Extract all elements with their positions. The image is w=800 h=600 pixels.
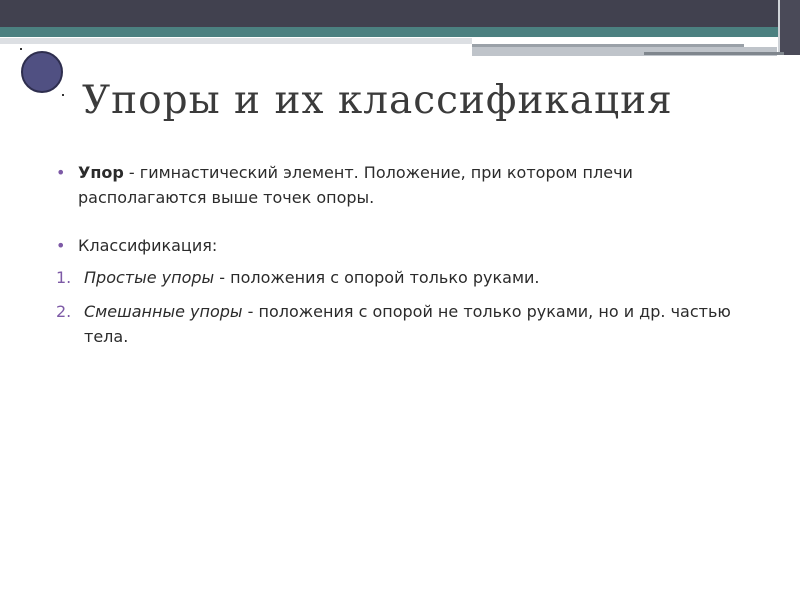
bullet-text: - гимнастический элемент. Положение, при котором плечи располагаются выше точек опоры.: [78, 163, 633, 207]
header-band-dark: [0, 0, 780, 27]
bullet-marker: •: [56, 236, 66, 255]
numbered-text: - положения с опорой только руками.: [214, 268, 540, 287]
numbered-item: [56, 265, 746, 290]
term-italic: Смешанные упоры: [84, 302, 243, 321]
decor-circle: [21, 51, 63, 93]
numbered-item: [56, 299, 746, 349]
bullet-item: [56, 160, 746, 210]
numbered-text: - положения с опорой не только руками, но и др. частью тела.: [84, 302, 731, 346]
bullet-text: Классификация:: [78, 236, 218, 255]
slide-content: [56, 160, 746, 349]
number-marker: 2.: [56, 302, 72, 321]
header-band-teal: [0, 27, 780, 37]
header-band-right: [778, 0, 800, 55]
number-marker: 1.: [56, 268, 72, 287]
header-line: [0, 38, 472, 44]
term-bold: Упор: [78, 163, 124, 182]
decor-dot: [20, 48, 22, 50]
header-line: [644, 52, 784, 55]
decor-dot: [62, 94, 64, 96]
term-italic: Простые упоры: [84, 268, 215, 287]
bullet-item: [56, 233, 746, 258]
slide-title: Упоры и их классификация: [82, 78, 673, 123]
bullet-marker: •: [56, 163, 66, 182]
